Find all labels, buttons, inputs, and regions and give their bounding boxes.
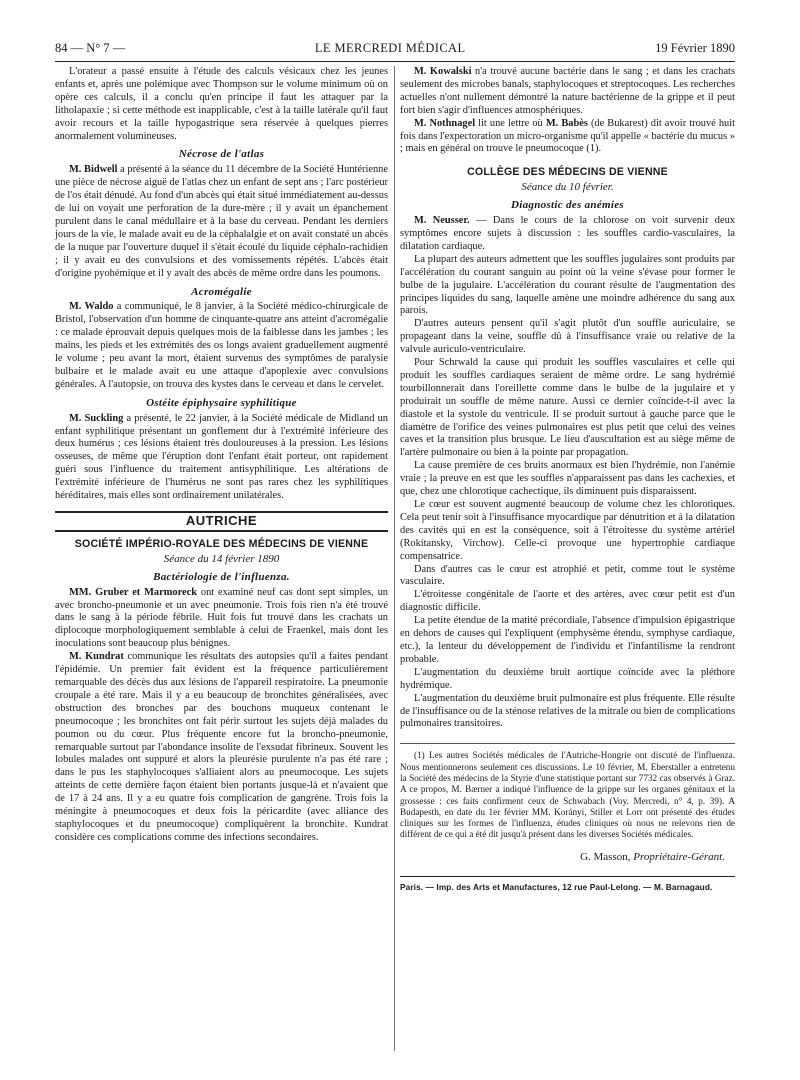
society-vienne: SOCIÉTÉ IMPÉRIO-ROYALE DES MÉDECINS DE VIENNE: [74, 537, 369, 550]
kowalski-paragraph: [400, 66, 735, 118]
paragraph-2: D'autres auteurs pensent qu'il s'agit plutôt d'un souffle auriculaire, se propageant dans la veine, souffle dû à l'insuffisance vraie ou relative de la valvule auriculo-ventriculaire.: [400, 318, 735, 356]
speaker-kowalski: M. Kowalski: [414, 66, 472, 77]
footnote-text: (1) Les autres Sociétés médicales de l'Autriche-Hongrie ont discuté de l'influenza. Nous mentionnerons seulement ces discussions. Le 10 février, M. Eberstaller a entretenu la Société des médecins de la Styrie d'une statistique portant sur 7732 cas observés à Graz. A ce propos, M. Bærner a indiqué l'influence de la grippe sur les organes génitaux et la grossesse : ces faits confirment ceux de Schwabach (Voy. Mercredi, n° 4, p. 39). A Budapesth, en date du 1er février MM. Korányi, Stiller et Lorr ont présenté des études cliniques sur les formes de l'influenza, études cliniques où nous ne relevons rien de différent de ce qui a été dit jusqu'à présent dans les diverses Sociétés médicales.: [400, 750, 735, 840]
kowalski-text: n'a trouvé aucune bactérie dans le sang ; et dans les crachats seulement des microbes banals, staphylocoques et streptocoques. Les recherches actuelles n'ont nullement démontré la nature bactérienne de la grippe et il peut fort bien s'agir d'influences atmosphériques.: [400, 66, 735, 116]
paragraph-10: L'augmentation du deuxième bruit pulmonaire est plus fréquente. Elle résulte de l'insuffisance ou de la sténose relatives de la mitrale ou bien de complications pulmonaires transitoires.: [400, 692, 735, 730]
session-vienne: Séance du 14 février 1890: [163, 552, 280, 565]
bidwell-text: a présenté à la séance du 11 décembre de la Société Huntérienne une pièce de nécrose aiguë de l'atlas chez un enfant de sept ans ; l'arc postérieur de l'os était dénudé. Au fond d'un abcès qui était situé immédiatement au-dessus de lui on voyait une perforation de la dure-mère ; il y avait un épanchement purulent dans le canal médullaire et à la base du cerveau. Pendant les derniers jours de la vie, le malade avait eu de la céphalalgie et on avait constaté un abcès de la nuque par l'ouverture duquel il s'était écoulé du liquide céphalo-rachidien ; il y avait eu des convulsions et des vomissements répétés. L'abcès était d'origine pyohémique et il y avait des abcès de même ordre dans les poumons.: [55, 164, 388, 279]
speaker-gruber: MM. Gruber et Marmoreck: [69, 586, 198, 598]
left-column: [55, 66, 388, 845]
neusser-text: — Dans le cours de la chlorose on voit survenir deux symptômes encore sujets à discussion : les souffles cardio-vasculaires, la dilatation cardiaque.: [400, 215, 735, 252]
speaker-nothnagel: M. Nothnagel: [414, 117, 476, 129]
paragraph-1: La plupart des auteurs admettent que les souffles jugulaires sont produits par l'accélération du courant sanguin au point où la veine s'évase pour former le bulbe de la jugulaire. L'accélération du courant résulte de l'augmentation des principes liquides du sang, laquelle amène une moindre adhérence du sang aux parois.: [400, 253, 735, 317]
gruber-paragraph: [55, 587, 388, 652]
society-college: COLLÈGE DES MÉDECINS DE VIENNE: [467, 166, 668, 179]
paragraph-5: Le cœur est souvent augmenté beaucoup de volume chez les chlorotiques. Cela peut tenir soit à l'insuffisance myocardique par dénutrition et à la dilatation des cavités qui en est la conséquence, soit à l'étroitesse du système artériel (Rokitansky, Virchow). Celle-ci provoque une hypertrophie cardiaque compensatrice.: [400, 499, 735, 562]
issue-date: 19 Février 1890: [655, 40, 735, 55]
speaker-waldo: M. Waldo: [69, 301, 114, 313]
paragraph-7: L'étroitesse congénitale de l'aorte et des artères, avec cœur petit est d'un diagnostic difficile.: [400, 589, 735, 614]
imprint: Paris. — Imp. des Arts et Manufactures, 12 rue Paul-Lelong. — M. Barnagaud.: [400, 876, 735, 894]
page-header: [55, 38, 735, 62]
nothnagel-text-a: lit une lettre où: [478, 117, 543, 129]
nothnagel-paragraph: [400, 118, 735, 157]
gruber-text: ont examiné neuf cas dont sept simples, un avec broncho-pneumonie et un avec pneumonie. Trois fois rien n'a été trouvé dans le sang à la période fébrile. Huit fois fut trouvé dans les crachats un diplocoque morphologiquement semblable à celui de Fraenkel, mais dont les inoculations sont beaucoup plus bénignes.: [55, 586, 388, 650]
heading-necrose: Nécrose de l'atlas: [178, 148, 265, 161]
journal-title: LE MERCREDI MÉDICAL: [314, 40, 466, 55]
speaker-neusser: M. Neusser.: [414, 215, 470, 227]
paragraph-3: Pour Schrwald la cause qui produit les souffles vasculaires et celle qui produit les souffles cardiaques seraient de même ordre. Le sang hydrémié tourbillonnerait dans l'oreillette comme dans le bulbe de la jugulaire et y produirait un souffle de même nature. Aussi ce dernier coïncide-t-il avec la diastole et la systole du ventricule. Il se produit surtout à gauche parce que le diamètre de l'orifice des veines pulmonaires est plus petit que celui des veines caves et la transition plus brusque. Le lieu d'auscultation est au siège même de l'artère pulmonaire ou bien à la pointe par propagation.: [400, 357, 735, 459]
paragraph-9: L'augmentation du deuxième bruit aortique coïncide avec la pléthore hydrémique.: [400, 666, 735, 691]
suckling-text: a présenté, le 22 janvier, à la Société médicale de Midland un enfant syphilitique présentant un gonflement dur à l'extrémité inférieure des deux humérus ; ces lésions étaient très douloureuses à la pression. Les lésions osseuses, de même que l'éruption dont l'enfant était porteur, ont rapidement guéri sous l'influence du traitement antisyphilitique. Les altérations de l'extrémité inférieure de l'humérus ne sont pas rares chez les syphilitiques héréditaires, mais elles sont ordinairement unilatérales.: [55, 412, 388, 502]
paragraph-6: Dans d'autres cas le cœur est atrophié et petit, comme tout le système vasculaire.: [400, 563, 735, 588]
kundrat-paragraph: [55, 651, 388, 845]
intro-paragraph: L'orateur a passé ensuite à l'étude des calculs vésicaux chez les jeunes enfants et, après une polémique avec Thompson sur le volume minimum où on opère ces calculs, il a conclu qu'en principe il faut les attaquer par la litholapaxie ; si cette méthode est inapplicable, c'est à la taille latérale qu'il faut avoir recours et la taille hypogastrique sera réservée à quelques pierres anormalement volumineuses.: [55, 66, 388, 142]
speaker-kundrat: M. Kundrat: [69, 651, 124, 663]
session-college: Séance du 10 février.: [521, 181, 614, 194]
kundrat-text: communique les résultats des autopsies qu'il a faites pendant l'épidémie. Un premier fait évident est la fréquence particulièrement remarquable des décès dus aux lésions de l'appareil respiratoire. La pneumonie croupale a été rare. Mais il y a eu beaucoup de bronchites généralisées, avec obstruction des bronches par des bouchons muqueux contenant le pneumocoque ; les bronchites ont fait périr surtout les sujets déjà malades du poumon ou du cœur. Plus fréquente encore fut la broncho-pneumonie, remarquable surtout par l'abondance insolite de l'exsudat fibrineux. Souvent les lobules malades ont suppuré et alors la pleurésie purulente n'a pas été rare ; dans le pus les staphylocoques s'alliaient alors au pneumocoque. Les sujets atteints de cette dernière façon étaient bien portants jusque-là et n'avaient que de 17 à 24 ans. Il y a eu quatre fois complication de gangrène. Trois fois la méningite à pneumocoques et deux fois la péricardite (avec alliance des staphylocoques et du pneumocoque) compliquèrent la bronchite. Kundrat considère ces complications comme des infections secondaires.: [55, 651, 388, 843]
bidwell-paragraph: [55, 164, 388, 280]
section-autriche: AUTRICHE: [55, 511, 388, 532]
right-column: [400, 66, 735, 894]
column-divider: [394, 66, 395, 1051]
signature-name: G. Masson,: [580, 850, 631, 863]
heading-diagnostic: Diagnostic des anémies: [511, 199, 624, 212]
neusser-paragraph: [400, 215, 735, 254]
paragraph-8: La petite étendue de la matité précordiale, l'absence d'impulsion épigastrique en dehors de causes qui l'expliquent (emphysème étendu, symphyse cardiaque, etc.), la lenteur du développement de l'individu et l'infantilisme la rendront probable.: [400, 615, 735, 665]
heading-bacteriologie: Bactériologie de l'influenza.: [153, 570, 290, 583]
signature: [400, 851, 735, 864]
speaker-suckling: M. Suckling: [69, 412, 124, 424]
heading-osteite: Ostéite épiphysaire syphilitique: [146, 396, 297, 409]
suckling-paragraph: [55, 413, 388, 503]
speaker-bidwell: M. Bidwell: [69, 164, 118, 176]
waldo-text: a communiqué, le 8 janvier, à la Société médico-chirurgicale de Bristol, l'observation d'un homme de cinquante-quatre ans atteint d'acromégalie : ce malade éprouvait depuis quelques mois de la faiblesse dans les jambes ; les mains, les pieds et les extrémités des os longs avaient graduellement augmenté le volume ; peu avant la mort, étaient survenus des symptômes de paralysie bulbaire et le malade avait eu une attaque d'apoplexie avec convulsions générales. A l'autopsie, on trouva des kystes dans le cerveau et dans le cervelet.: [55, 301, 388, 390]
page-number: 84 — N° 7 —: [55, 40, 126, 55]
footnote: [400, 743, 735, 840]
waldo-paragraph: [55, 301, 388, 391]
nothnagel-text-b: (de Bukarest) dit avoir trouvé huit fois dans l'expectoration un micro-organisme qu'il appelle « bactérie du mucus » ; mais en général on trouve le pneumocoque (1).: [400, 117, 735, 155]
heading-acromegalie: Acromégalie: [191, 285, 252, 298]
signature-role: Propriétaire-Gérant.: [633, 850, 725, 863]
speaker-babes: M. Babès: [545, 117, 588, 129]
paragraph-4: La cause première de ces bruits anormaux est bien l'hydrémie, non l'anémie vraie ; la preuve en est que les souffles n'apparaissent pas dans les cachexies, et que, chez une chlorotique cachectique, ils diminuent puis disparaissent.: [400, 460, 735, 498]
